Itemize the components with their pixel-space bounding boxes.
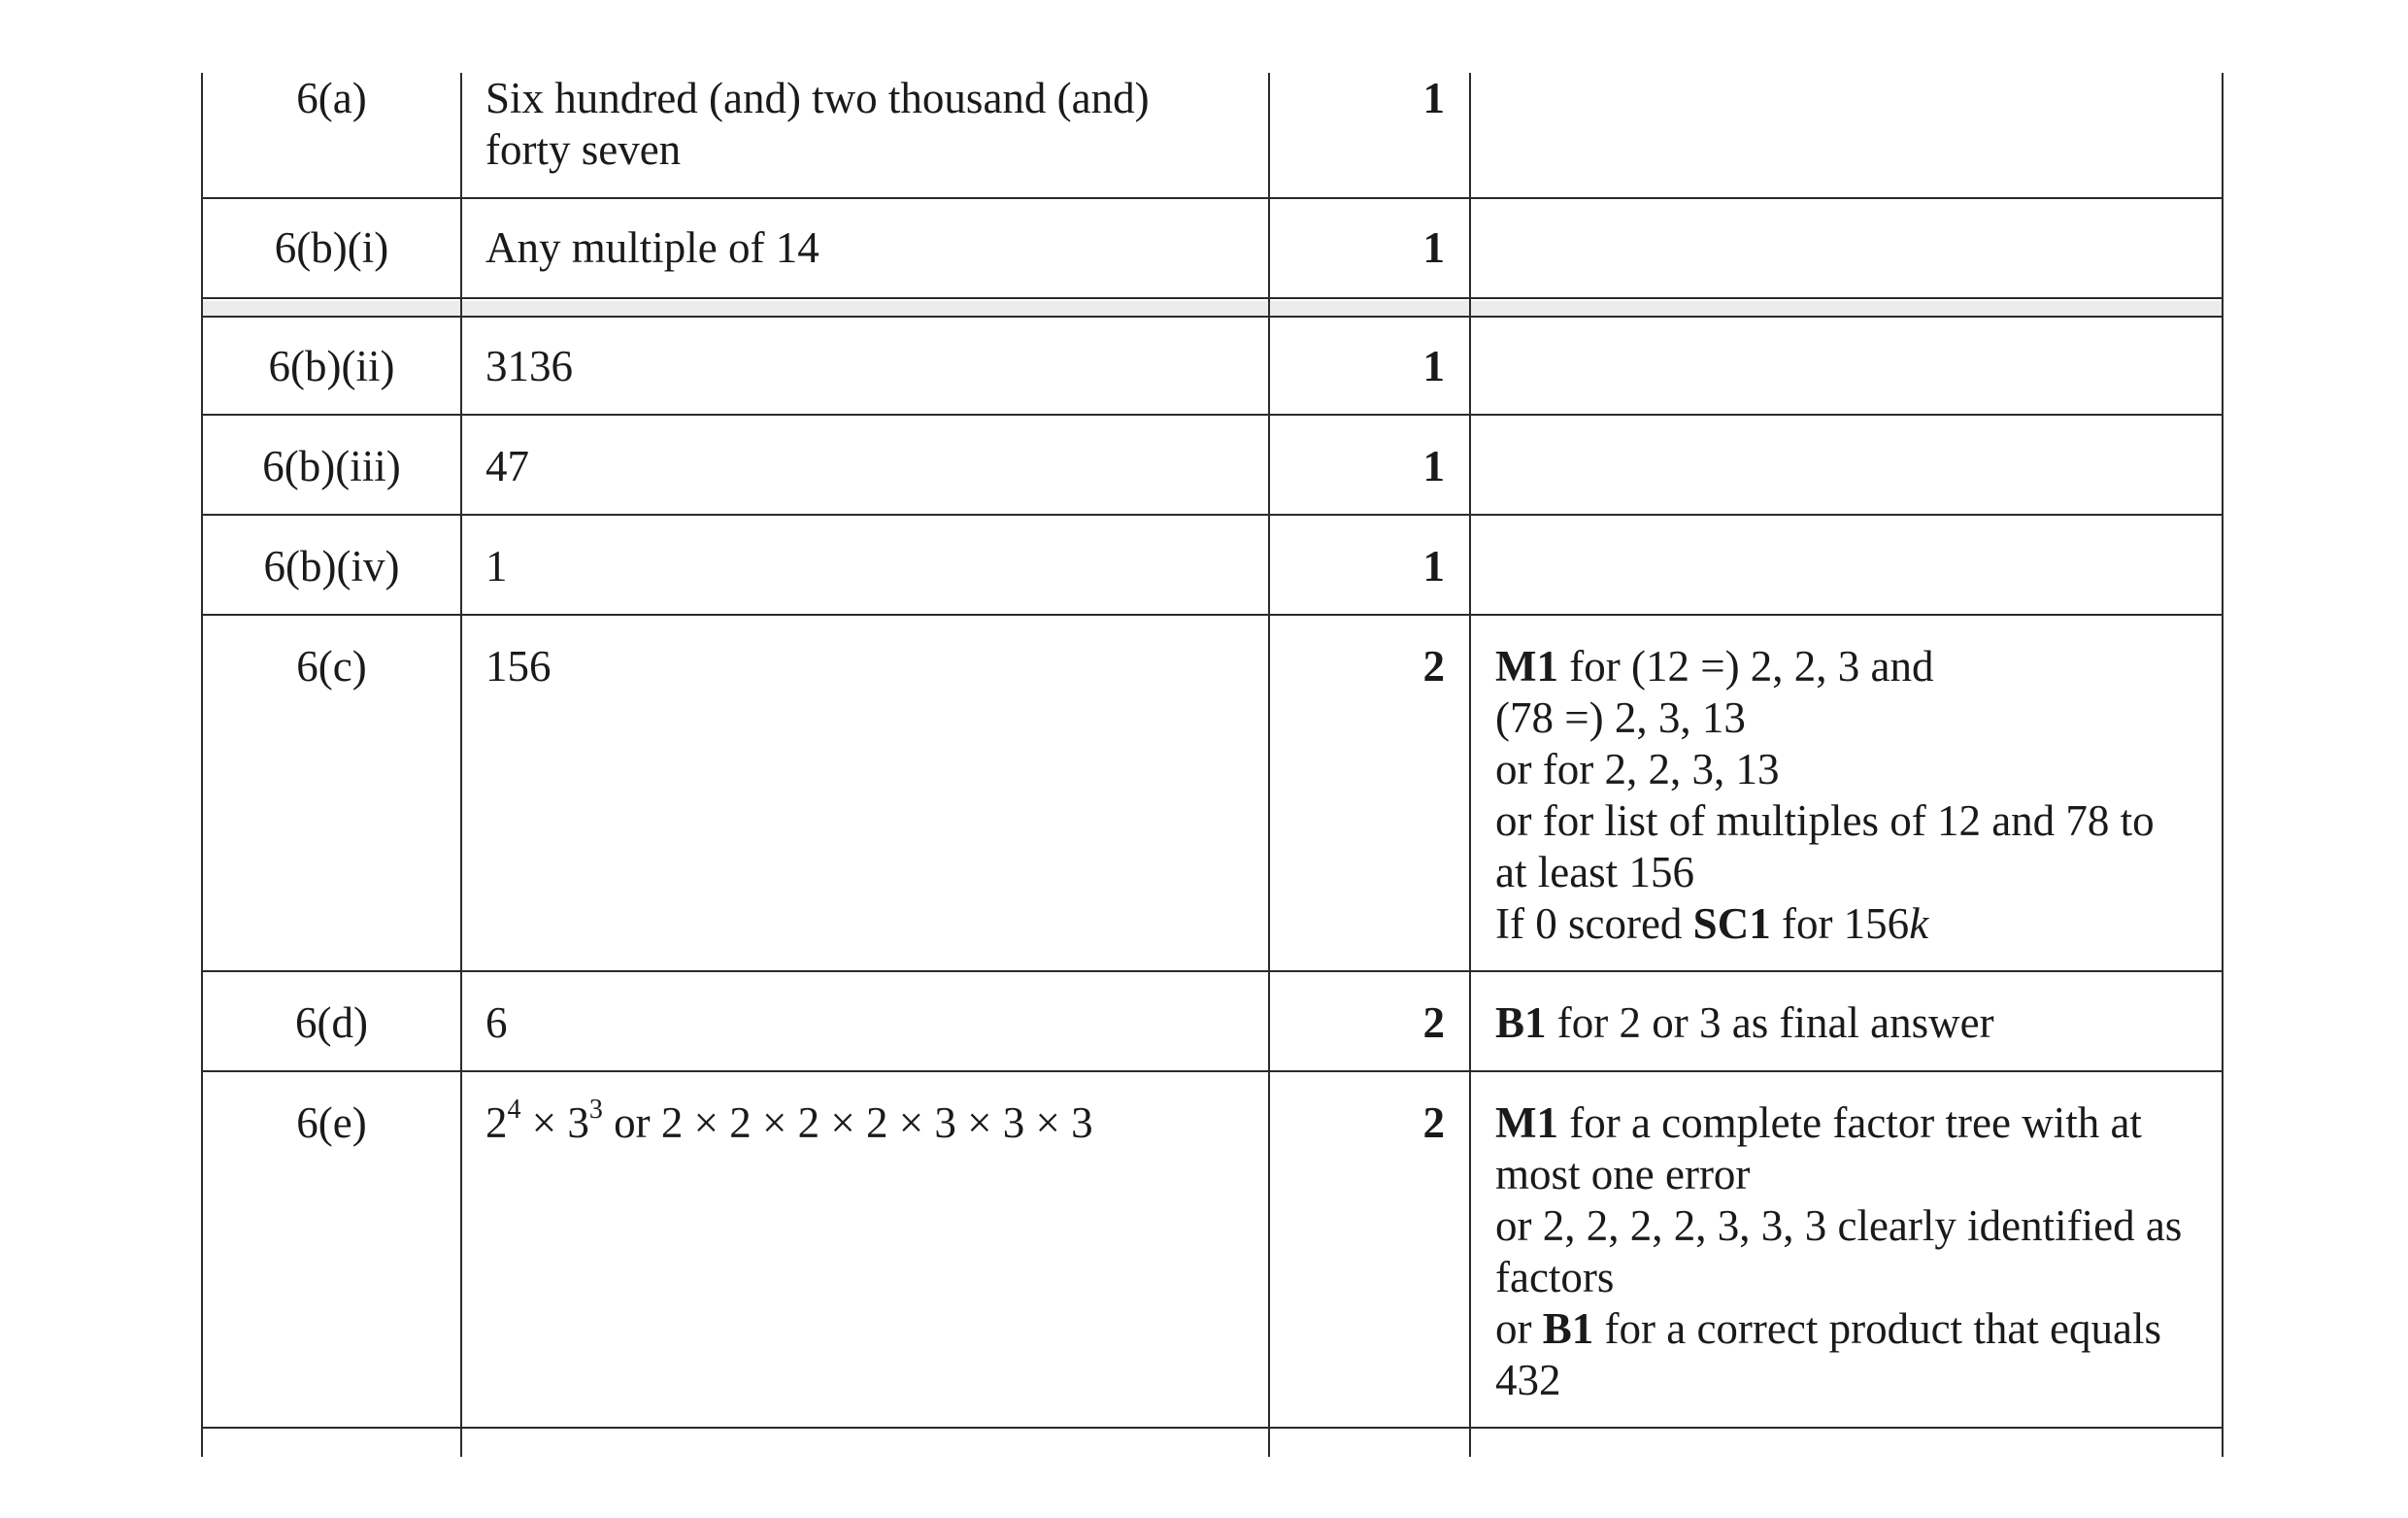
column-rule-left <box>201 73 203 1457</box>
row-rule <box>201 414 2224 416</box>
guidance-line: (78 =) 2, 3, 13 <box>1495 693 1746 742</box>
guidance-cell <box>1495 641 2155 950</box>
guidance-line: or 2, 2, 2, 2, 3, 3, 3 clearly identified as <box>1495 1201 2183 1250</box>
marks-value: 1 <box>1422 542 1445 590</box>
column-rule-answer <box>1268 73 1270 1457</box>
guidance-line: or for 2, 2, 3, 13 <box>1495 745 1780 793</box>
marks-value: 1 <box>1422 223 1445 272</box>
question-number: 6(b)(ii) <box>268 342 395 390</box>
answer-cell <box>485 73 1150 176</box>
question-number: 6(e) <box>296 1098 367 1147</box>
guidance-cell <box>1495 997 1994 1049</box>
guidance-line: most one error <box>1495 1150 1751 1198</box>
marks-value: 1 <box>1422 342 1445 390</box>
question-number: 6(d) <box>295 998 368 1047</box>
row-rule <box>201 1427 2224 1429</box>
answer-line: Six hundred (and) two thousand (and) <box>485 74 1150 122</box>
question-number: 6(a) <box>296 74 367 122</box>
answer-line: 47 <box>485 442 529 490</box>
answer-line: Any multiple of 14 <box>485 223 819 272</box>
exponent: 4 <box>507 1095 521 1125</box>
row-rule <box>201 316 2224 318</box>
answer-line: 3136 <box>485 342 573 390</box>
row-rule <box>201 514 2224 516</box>
question-number: 6(b)(iv) <box>263 542 400 590</box>
row-separator-band <box>201 301 2224 316</box>
guidance-line: factors <box>1495 1253 1615 1301</box>
guidance-line: 432 <box>1495 1356 1561 1404</box>
guidance-line: M1 for (12 =) 2, 2, 3 and <box>1495 642 1934 691</box>
guidance-cell <box>1495 1097 2182 1406</box>
answer-line: $2^4 \times 3^3$ or 2 × 2 × 2 × 2 × 3 × 3 × 3 <box>485 1095 1093 1147</box>
row-rule <box>201 1070 2224 1072</box>
answer-line: 1 <box>485 542 508 590</box>
answer-line: forty seven <box>485 125 682 174</box>
marks-value: 2 <box>1422 998 1445 1047</box>
guidance-line: B1 for 2 or 3 as final answer <box>1495 998 1994 1047</box>
guidance-line: or B1 for a correct product that equals <box>1495 1304 2162 1353</box>
mark-code: B1 <box>1542 1304 1594 1353</box>
guidance-line: or for list of multiples of 12 and 78 to <box>1495 796 2155 845</box>
column-rule-marks <box>1469 73 1471 1457</box>
row-rule <box>201 297 2224 299</box>
marks-value: 1 <box>1422 442 1445 490</box>
mark-code: M1 <box>1495 1098 1558 1147</box>
marks-value: 2 <box>1422 642 1445 691</box>
question-number: 6(b)(i) <box>274 223 389 272</box>
column-rule-question <box>460 73 462 1457</box>
mark-code: B1 <box>1495 998 1547 1047</box>
answer-line: 6 <box>485 998 508 1047</box>
question-number: 6(b)(iii) <box>262 442 401 490</box>
question-number: 6(c) <box>296 642 367 691</box>
mark-code: SC1 <box>1692 899 1771 948</box>
answer-line: 156 <box>485 642 552 691</box>
guidance-line: If 0 scored SC1 for 156k <box>1495 899 1929 948</box>
row-rule <box>201 614 2224 616</box>
guidance-line: M1 for a complete factor tree with at <box>1495 1098 2142 1147</box>
column-rule-right <box>2222 73 2224 1457</box>
marks-value: 2 <box>1422 1098 1445 1147</box>
exponent: 3 <box>588 1095 603 1125</box>
guidance-line: at least 156 <box>1495 848 1694 896</box>
row-rule <box>201 970 2224 972</box>
mark-code: M1 <box>1495 642 1558 691</box>
marks-value: 1 <box>1422 74 1445 122</box>
row-rule <box>201 197 2224 199</box>
